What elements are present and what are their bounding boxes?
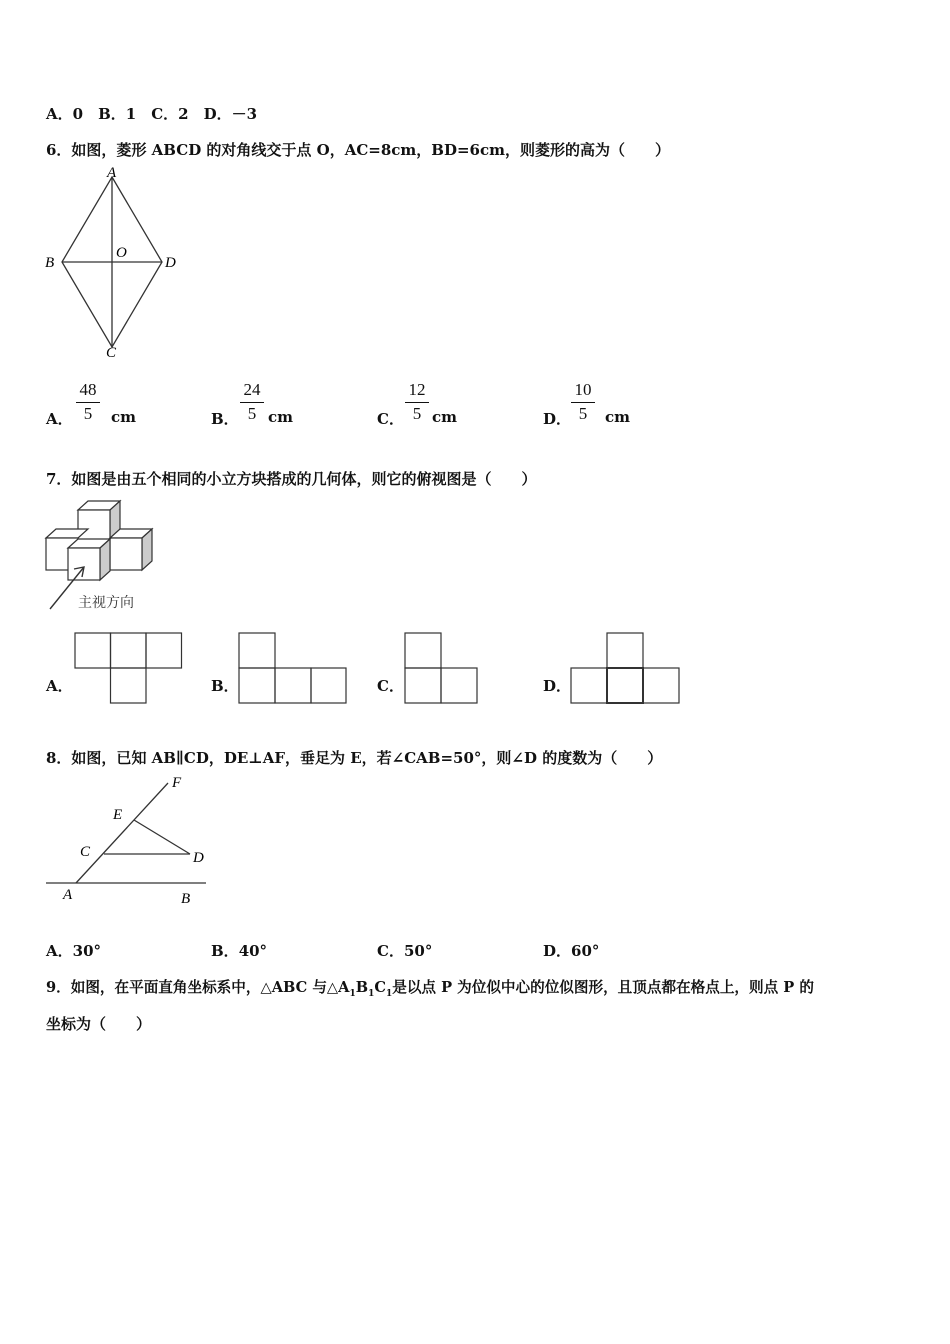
q6-option-c-den: 5 [412,404,422,423]
q8-parallel-lines-figure [40,772,210,910]
q6-label-d: D [165,255,176,271]
q8-label-a: A [63,887,73,903]
q8-option-a [46,940,101,961]
q9-mid-b: B [355,979,369,996]
q6-option-d-den: 5 [578,404,588,423]
q7-option-b-letter: B． [211,677,239,695]
q5-options: A．0 B．1 C．2 D．－3 [46,105,258,123]
q9-stem-line2: 坐标为（ ） [46,1015,152,1033]
q8-option-c [377,940,432,961]
q6-option-a-unit: cm [111,408,137,426]
q9-mid-c: C [374,979,386,996]
q6-option-b-num: 24 [243,380,261,399]
q8-option-d-letter: D． [543,942,572,960]
q8-option-c-letter: C． [377,942,404,960]
q8-label-d: D [193,850,204,866]
q8-option-b-letter: B． [211,942,239,960]
q7-option-c-figure [404,632,480,706]
q8-label-f: F [172,775,182,791]
q6-option-c-letter: C． [377,410,404,428]
q6-option-d-num: 10 [574,380,592,399]
q8-label-c: C [80,844,91,860]
q9-stem-line1 [46,976,814,999]
q6-stem: 6．如图，菱形 ABCD 的对角线交于点 O，AC=8cm，BD=6cm，则菱形的高为（ ） [46,141,670,159]
q7-option-c-letter: C． [377,677,404,695]
q8-label-e: E [113,807,123,823]
q8-option-b [211,940,267,961]
q9-sub-3: 1 [385,988,393,999]
q6-option-b-unit: cm [268,408,294,426]
q9-sub-2: 1 [368,988,375,999]
q8-option-d [543,940,599,961]
q9-sub-1: 1 [349,988,356,999]
q6-label-b: B [45,255,55,271]
q9-stem-part-b: 是以点 P 为位似中心的位似图形，且顶点都在格点上，则点 P 的 [392,979,814,996]
q6-option-c-unit: cm [432,408,458,426]
q7-stem: 7．如图是由五个相同的小立方块搭成的几何体，则它的俯视图是（ ） [46,470,537,488]
q6-option-a-num: 48 [79,380,97,399]
q7-option-b-figure [238,632,348,706]
q6-label-c: C [106,345,117,361]
q7-figure-caption: 主视方向 [78,595,134,611]
q6-option-b-letter: B． [211,410,239,428]
q6-label-a: A [107,165,117,181]
q7-option-d-letter: D． [543,677,572,695]
q8-stem: 8．如图，已知 AB∥CD，DE⊥AF，垂足为 E，若∠CAB=50°，则∠D 的度数为（ ） [46,749,663,767]
q6-option-a-fraction [76,380,100,424]
q8-option-d-value: 60° [571,942,600,960]
q6-option-b-den: 5 [247,404,257,423]
q6-option-a-letter: A． [46,410,73,428]
q7-option-a-letter: A． [46,677,73,695]
q6-option-c-fraction [405,380,429,424]
q8-option-a-value: 30° [72,942,102,960]
q7-option-a-figure [74,632,184,706]
q8-label-b: B [181,891,191,907]
q6-rhombus-figure [40,165,190,365]
q6-label-o: O [116,245,127,261]
q6-option-d-letter: D． [543,410,572,428]
q8-option-a-letter: A． [46,942,73,960]
q6-option-b-fraction [240,380,264,424]
q6-option-d-fraction [571,380,595,424]
q6-option-d-unit: cm [605,408,631,426]
q6-option-c-num: 12 [408,380,426,399]
q6-option-a-den: 5 [83,404,93,423]
q8-option-b-value: 40° [238,942,268,960]
q7-option-d-figure [570,632,682,706]
q9-stem-part-a: 9．如图，在平面直角坐标系中，△ABC 与△A [46,979,350,996]
q8-option-c-value: 50° [403,942,433,960]
